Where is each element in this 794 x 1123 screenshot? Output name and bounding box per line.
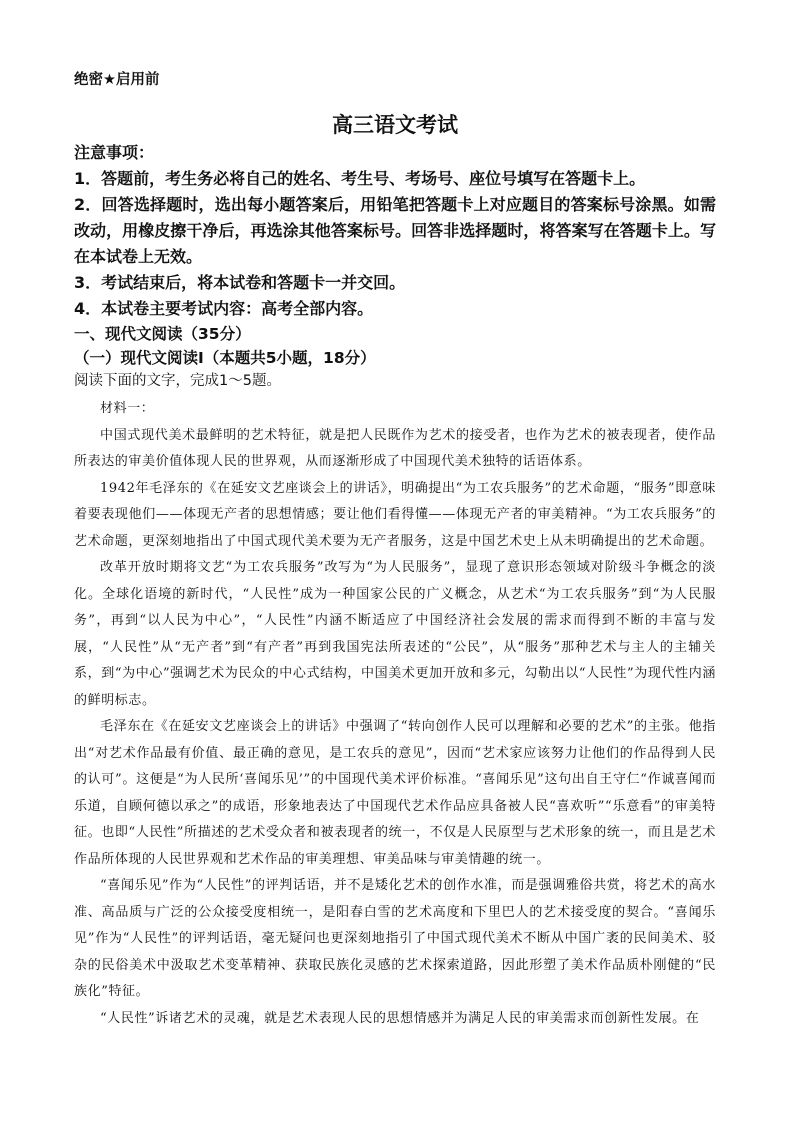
note-item-1: 1．答题前，考生务必将自己的姓名、考生号、考场号、座位号填写在答题卡上。: [74, 169, 646, 188]
passage-paragraph-4: 毛泽东在《在延安文艺座谈会上的讲话》中强调了“转向创作人民可以理解和必要的艺术”的主张。他指出“对艺术作品最有价值、最正确的意见，是工农兵的意见”，因而“艺术家应该努力让他们的作品得到人民的认可”。这便是“为人民所‘喜闻乐见’”的中国现代美术评价标准。“喜闻乐见”这句出自王守仁“作诚喜闻而乐道，自顾何德以承之”的成语，形象地表达了中国现代艺术作品应具备被人民“喜欢听”“乐意看”的审美特征。也即“人民性”所描述的艺术受众者和被表现者的统一，不仅是人民原型与艺术形象的统一，而且是艺术作品所体现的人民世界观和艺术作品的审美理想、审美品味与审美情趣的统一。: [74, 719, 716, 867]
passage-paragraph-2: 1942年毛泽东的《在延安文艺座谈会上的讲话》，明确提出“为工农兵服务”的艺术命题，“服务”即意味着要表现他们——体现无产者的思想情感；要让他们看得懂——体现无产者的审美精神。“为工农兵服务”的艺术命题，更深刻地指出了中国式现代美术要为无产者服务，这是中国艺术史上从未明确提出的艺术命题。: [74, 480, 716, 549]
passage-paragraph-3: 改革开放时期将文艺“为工农兵服务”改写为“为人民服务”，显现了意识形态领域对阶级斗争概念的淡化。全球化语境的新时代，“人民性”成为一种国家公民的广义概念，从艺术“为工农兵服务”到“为人民服务”，再到“以人民为中心”，“人民性”内涵不断适应了中国经济社会发展的需求而得到不断的丰富与发展，“人民性”从“无产者”到“有产者”再到我国宪法所表述的“公民”，从“服务”那种艺术与主人的主辅关系，到“为中心”强调艺术为民众的中心式结构，中国美术更加开放和多元，勾勒出以“人民性”为现代性内涵的鲜明标志。: [74, 560, 716, 708]
confidential-mark: 绝密★启用前: [74, 72, 160, 88]
notes-block: [74, 140, 716, 322]
reading-instruction: 阅读下面的文字，完成1～5题。: [74, 373, 281, 389]
subsection-title: （一）现代文阅读Ⅰ（本题共5小题，18分）: [74, 349, 376, 367]
passage-paragraph-5: “喜闻乐见”作为“人民性”的评判话语，并不是矮化艺术的创作水准，而是强调雅俗共赏，将艺术的高水准、高品质与广泛的公众接受度相统一，是阳春白雪的艺术高度和下里巴人的艺术接受度的契合。“喜闻乐见”作为“人民性”的评判话语，毫无疑问也更深刻地指引了中国式现代美术不断从中国广袤的民间美术、驳杂的民俗美术中汲取艺术变革精神、获取民族化灵感的艺术探索道路，因此形塑了美术作品质朴刚健的“民族化”特征。: [74, 878, 716, 999]
notes-heading: 注意事项：: [74, 143, 155, 162]
passage-paragraph-6: “人民性”诉诸艺术的灵魂，就是艺术表现人民的思想情感并为满足人民的审美需求而创新性发展。在: [100, 1010, 700, 1026]
note-item-4: 4．本试卷主要考试内容：高考全部内容。: [74, 299, 374, 318]
note-item-3: 3．考试结束后，将本试卷和答题卡一并交回。: [74, 273, 406, 292]
material-label: 材料一：: [100, 401, 155, 416]
note-item-2: 2．回答选择题时，选出每小题答案后，用铅笔把答题卡上对应题目的答案标号涂黑。如需改动，用橡皮擦干净后，再选涂其他答案标号。回答非选择题时，将答案写在答题卡上。写在本试卷上无效。: [74, 195, 716, 266]
passage-paragraph-1: 中国式现代美术最鲜明的艺术特征，就是把人民既作为艺术的接受者，也作为艺术的被表现者，使作品所表达的审美价值体现人民的世界观，从而逐渐形成了中国现代美术独特的话语体系。: [74, 427, 716, 469]
section-title: 一、现代文阅读（35分）: [74, 325, 251, 343]
reading-passage: [74, 396, 716, 1032]
page-title: 高三语文考试: [332, 113, 458, 137]
